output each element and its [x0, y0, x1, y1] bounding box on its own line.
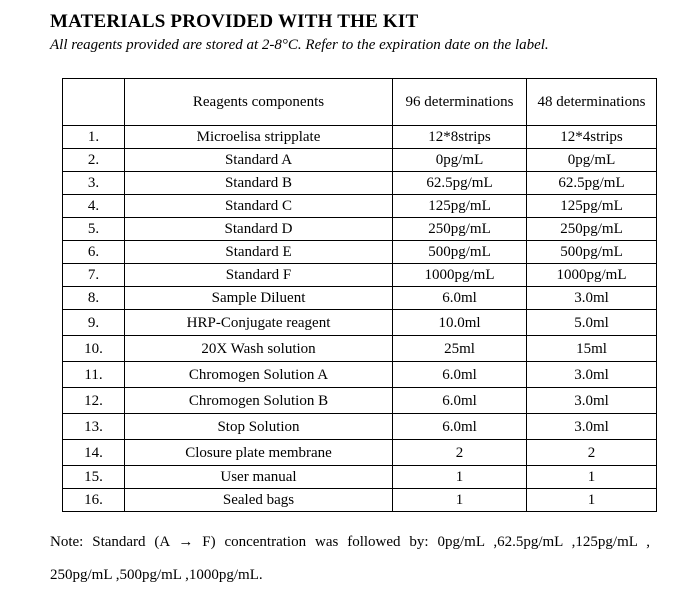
- row-48-determinations: 15ml: [527, 336, 657, 362]
- row-number: 10.: [63, 336, 125, 362]
- row-number: 12.: [63, 388, 125, 414]
- table-row: [63, 241, 657, 264]
- table-header-row: [63, 79, 657, 126]
- row-number: 2.: [63, 149, 125, 172]
- row-component: User manual: [125, 466, 393, 489]
- row-number: 8.: [63, 287, 125, 310]
- materials-table: [62, 78, 657, 512]
- table-row: [63, 466, 657, 489]
- row-48-determinations: 3.0ml: [527, 414, 657, 440]
- table-row: [63, 287, 657, 310]
- row-96-determinations: 0pg/mL: [393, 149, 527, 172]
- row-component: Chromogen Solution A: [125, 362, 393, 388]
- table-row: [63, 362, 657, 388]
- row-48-determinations: 3.0ml: [527, 362, 657, 388]
- table-row: [63, 440, 657, 466]
- table-row: [63, 336, 657, 362]
- row-48-determinations: 250pg/mL: [527, 218, 657, 241]
- row-component: Chromogen Solution B: [125, 388, 393, 414]
- row-96-determinations: 25ml: [393, 336, 527, 362]
- row-96-determinations: 6.0ml: [393, 388, 527, 414]
- row-number: 9.: [63, 310, 125, 336]
- table-row: [63, 489, 657, 512]
- storage-subtitle: All reagents provided are stored at 2-8°C. Refer to the expiration date on the label.: [50, 37, 549, 53]
- row-component: Standard E: [125, 241, 393, 264]
- row-number: 4.: [63, 195, 125, 218]
- row-number: 16.: [63, 489, 125, 512]
- table-row: [63, 149, 657, 172]
- row-96-determinations: 2: [393, 440, 527, 466]
- note-line-1: Note: Standard (A → F) concentration was followed by: 0pg/mL ,62.5pg/mL ,125pg/mL ,: [50, 534, 650, 550]
- table-body: [63, 126, 657, 512]
- row-number: 5.: [63, 218, 125, 241]
- row-number: 11.: [63, 362, 125, 388]
- row-component: Sealed bags: [125, 489, 393, 512]
- row-96-determinations: 125pg/mL: [393, 195, 527, 218]
- row-48-determinations: 2: [527, 440, 657, 466]
- table-row: [63, 126, 657, 149]
- row-48-determinations: 125pg/mL: [527, 195, 657, 218]
- row-component: Standard A: [125, 149, 393, 172]
- row-number: 13.: [63, 414, 125, 440]
- row-48-determinations: 1000pg/mL: [527, 264, 657, 287]
- row-96-determinations: 62.5pg/mL: [393, 172, 527, 195]
- header-96-determinations: 96 determinations: [393, 79, 527, 126]
- row-component: Standard D: [125, 218, 393, 241]
- row-number: 15.: [63, 466, 125, 489]
- row-96-determinations: 10.0ml: [393, 310, 527, 336]
- row-component: Standard C: [125, 195, 393, 218]
- row-96-determinations: 12*8strips: [393, 126, 527, 149]
- row-component: Standard F: [125, 264, 393, 287]
- row-component: Closure plate membrane: [125, 440, 393, 466]
- table-row: [63, 264, 657, 287]
- table-row: [63, 218, 657, 241]
- row-component: HRP-Conjugate reagent: [125, 310, 393, 336]
- row-48-determinations: 1: [527, 466, 657, 489]
- row-48-determinations: 62.5pg/mL: [527, 172, 657, 195]
- row-component: 20X Wash solution: [125, 336, 393, 362]
- row-96-determinations: 6.0ml: [393, 287, 527, 310]
- row-48-determinations: 1: [527, 489, 657, 512]
- row-96-determinations: 6.0ml: [393, 362, 527, 388]
- row-48-determinations: 500pg/mL: [527, 241, 657, 264]
- table-row: [63, 414, 657, 440]
- table-row: [63, 195, 657, 218]
- row-number: 1.: [63, 126, 125, 149]
- table-row: [63, 310, 657, 336]
- header-component: Reagents components: [125, 79, 393, 126]
- row-96-determinations: 6.0ml: [393, 414, 527, 440]
- note-line-2: 250pg/mL ,500pg/mL ,1000pg/mL.: [50, 567, 263, 583]
- page-title: MATERIALS PROVIDED WITH THE KIT: [50, 11, 419, 32]
- row-48-determinations: 0pg/mL: [527, 149, 657, 172]
- row-48-determinations: 5.0ml: [527, 310, 657, 336]
- row-number: 6.: [63, 241, 125, 264]
- row-component: Sample Diluent: [125, 287, 393, 310]
- table-row: [63, 172, 657, 195]
- row-96-determinations: 1: [393, 489, 527, 512]
- row-number: 7.: [63, 264, 125, 287]
- row-48-determinations: 3.0ml: [527, 388, 657, 414]
- row-number: 14.: [63, 440, 125, 466]
- row-96-determinations: 1000pg/mL: [393, 264, 527, 287]
- row-component: Microelisa stripplate: [125, 126, 393, 149]
- table-row: [63, 388, 657, 414]
- row-48-determinations: 12*4strips: [527, 126, 657, 149]
- row-number: 3.: [63, 172, 125, 195]
- row-48-determinations: 3.0ml: [527, 287, 657, 310]
- header-48-determinations: 48 determinations: [527, 79, 657, 126]
- row-96-determinations: 1: [393, 466, 527, 489]
- row-96-determinations: 500pg/mL: [393, 241, 527, 264]
- row-component: Stop Solution: [125, 414, 393, 440]
- header-number: [63, 79, 125, 126]
- row-component: Standard B: [125, 172, 393, 195]
- row-96-determinations: 250pg/mL: [393, 218, 527, 241]
